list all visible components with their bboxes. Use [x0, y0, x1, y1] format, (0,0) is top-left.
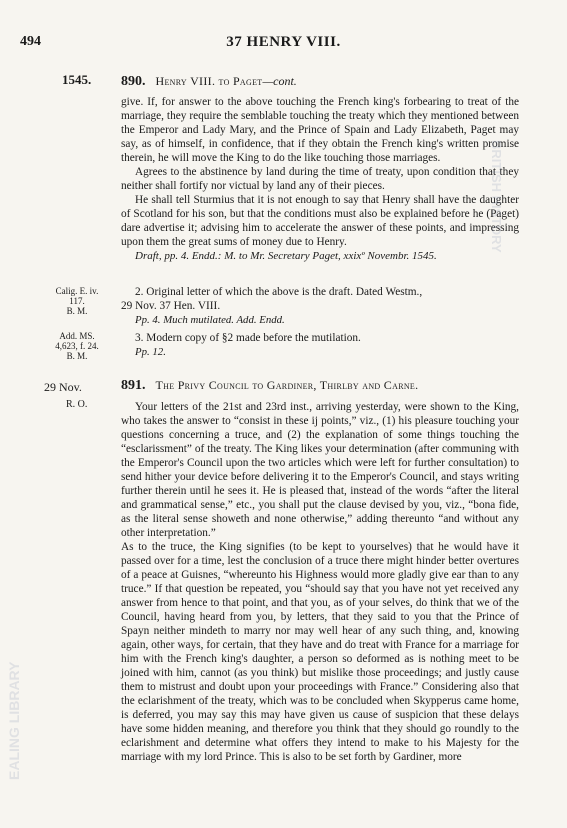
page-number: 494: [20, 34, 41, 49]
item-description: Pp. 12.: [135, 346, 166, 358]
margin-line: Add. MS.: [59, 331, 95, 341]
source-reference: R. O.: [66, 399, 88, 410]
entry-number: 890.: [121, 74, 146, 89]
item-text-cont: 29 Nov. 37 Hen. VIII.: [121, 300, 221, 312]
running-head: [20, 34, 547, 54]
margin-line: Calig. E. iv.: [55, 286, 99, 296]
margin-reference-item-2: [42, 286, 112, 316]
paragraph: Agrees to the abstinence by land during the time of treaty, upon condition that they neither shall fortify nor victual by land any of their pieces.: [121, 166, 519, 192]
item-text: 2. Original letter of which the above is the draft. Dated Westm.,: [135, 286, 423, 298]
margin-line: 4,623, f. 24.: [55, 341, 99, 351]
entry-890-body: [121, 95, 519, 263]
paragraph: He shall tell Sturmius that it is not enough to say that Henry shall have the daughter of Scotland for his son, but that the conditions must also be explained before he (Paget) dare advertise it; advising him to accelerate the answer of these points, and impressing upon them the great sums of money due to Henry.: [121, 194, 519, 248]
entry-number: 891.: [121, 378, 146, 393]
draft-note: Draft, pp. 4. Endd.: M. to Mr. Secretary Paget, xxixº Novembr. 1545.: [135, 250, 437, 262]
item-3: [121, 331, 519, 359]
margin-line: B. M.: [66, 306, 88, 316]
entry-891-body: [121, 400, 519, 764]
margin-year: 1545.: [62, 72, 92, 87]
entry-cont: —cont.: [262, 74, 297, 88]
entry-date: 29 Nov.: [44, 380, 82, 394]
entry-891-heading: [121, 378, 519, 394]
paragraph: Your letters of the 21st and 23rd inst., arriving yesterday, were shown to the King, who takes the answer to “consist in these ij points,” viz., (1) his pleasure touching your questions concerning a truce, and (2) the explanation of some things touching the “esclarissment” of the treaty. The King likes your determination (after communing with the Emperor's Council upon the two articles which were left for further consultation) to send hither your device before delivering it to the Emperor's Council, and stays writing further therein until he sees it. He is pleased that, instead of the words “after the literal and grammatical sense,” etc., you shall put the clause devised by you, viz., “bona fide, as the literal sense showeth and none otherwise,” adding thereunto “and without any other interpretation.”: [121, 401, 519, 539]
paragraph: give. If, for answer to the above touching the French king's forbearing to treat of the marriage, they require the semblable touching the treaty which they mentioned between the Emperor and Lady Mary, and the Prince of Spain and Lady Elizabeth, Paget may say, as of himself, in confidence, that if they obtain the French king's written promise therein, he will move the King to do the like touching those marriages.: [121, 96, 519, 164]
margin-line: B. M.: [66, 351, 88, 361]
paragraph: As to the truce, the King signifies (to be kept to yourselves) that he would have it passed over for a time, lest the conclusion of a truce there might hinder better overtures of a peace at Guisnes, “whereunto his Highness would more gladly give ear than to any truce.” If that question be repeated, you “should say that you have not yet received any answer from hence to that point, and that you, as of your selves, do think that we of the Council, having heard from you, by letters, that they said to you that the Prince of Spayn neither mindeth to marry nor may well hear of any such thing, and, knowing again, other ways, for certain, that they have and do treat with France for a marriage for him with the French king's daughter, a person so deformed as is nothing meet to be joined with him, cannot (as you think) but mislike those proceedings; and justly cause them to mistrust and doubt upon your proceedings with France.” Considering also that the eclarishment of the treaty, which was to be concluded when Skypperus came home, is deferred, you may say this may have given us cause of suspicion that these delays have some hidden meaning, and therefore you think that they should go roundly to the eclarishment and determine what offers they intend to make to his Majesty for the marriage with my lord Prince. This is also to be set forth by Gardiner, more: [121, 541, 519, 763]
running-title: 37 HENRY VIII.: [226, 34, 341, 50]
item-description: Pp. 4. Much mutilated. Add. Endd.: [135, 314, 285, 326]
entry-890-heading: [121, 74, 519, 90]
entry-title: The Privy Council to Gardiner, Thirlby and Carne.: [155, 378, 419, 392]
entry-title: Henry VIII. to Paget: [155, 74, 263, 88]
margin-reference-item-3: [42, 331, 112, 361]
library-watermark: EALING LIBRARY: [6, 661, 22, 780]
library-watermark: BRITISH HISTORY: [489, 140, 504, 253]
item-text: 3. Modern copy of §2 made before the mutilation.: [135, 332, 361, 344]
margin-line: 117.: [69, 296, 85, 306]
item-2: [121, 285, 519, 327]
